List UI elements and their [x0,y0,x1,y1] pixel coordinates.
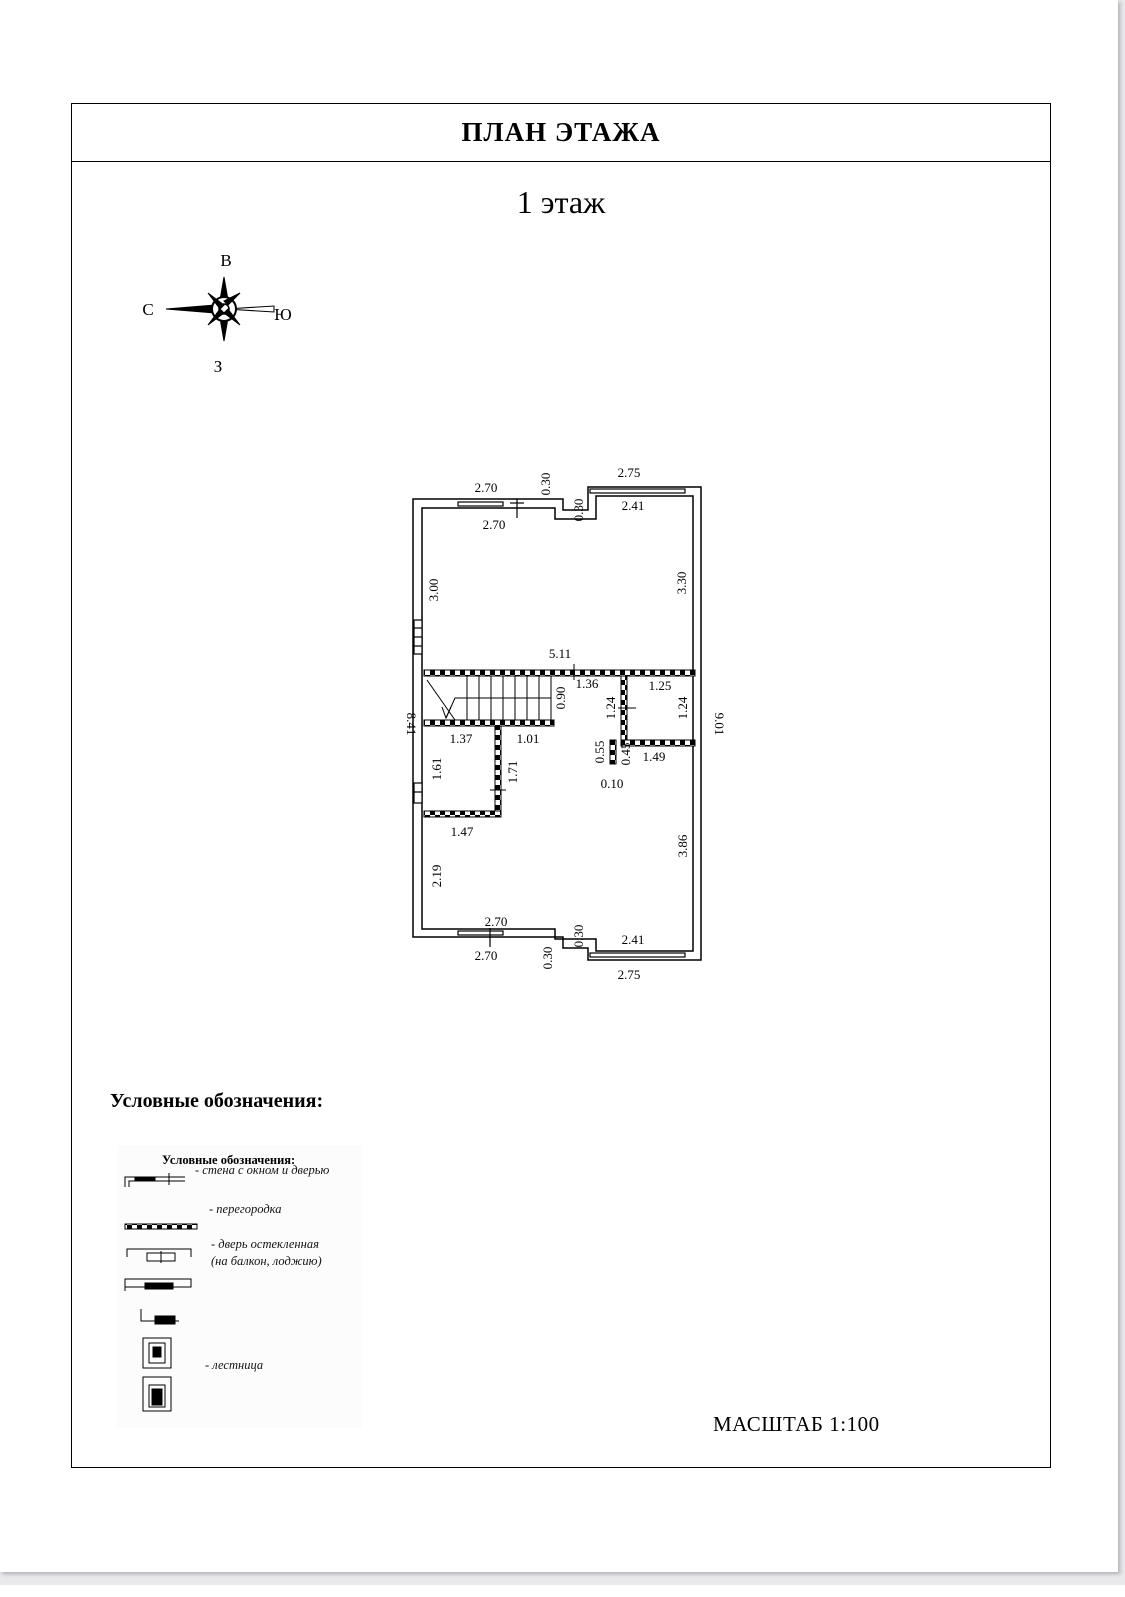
staircase-icon [427,676,551,720]
dim-overall-right: 9.01 [712,712,727,736]
scale-label: МАСШТАБ 1:100 [713,1412,880,1436]
legend-item-glazed-door: - дверь остекленная [211,1237,319,1251]
dim-left-upper: 3.00 [426,578,441,602]
dim-bottom-right-outer: 2.75 [617,967,641,982]
dim-left-lower: 2.19 [429,864,444,888]
dim-wc-height-1: 1.61 [429,757,444,781]
dim-right-upper: 3.30 [674,571,689,595]
dim-right-lower: 3.86 [675,834,690,858]
legend-symbols [117,1145,362,1428]
dim-top-left-inner: 2.70 [482,517,506,532]
dim-wc-width: 1.47 [450,824,474,839]
legend-item-glazed-door-note: (на балкон, лоджию) [211,1254,322,1268]
dim-stair-width-2: 1.01 [516,731,540,746]
bottom-strip [0,1585,1125,1597]
dim-bottom-left-outer: 2.70 [474,948,498,963]
legend-item-wall: - стена с окном и дверью [195,1163,330,1177]
dim-top-step-vert: 0.30 [538,472,553,496]
dim-niche-h2: 0.45 [618,742,633,766]
glazed-door-icon [125,1249,191,1291]
dim-top-step-inner: 0.30 [571,498,586,522]
wall-window-door-icon [125,1173,185,1187]
dim-niche-w: 0.10 [600,776,624,791]
floor-label: 1 этаж [516,184,606,220]
stair-icon [143,1338,171,1411]
legend-box-title: Условные обозначения: [162,1153,296,1167]
dim-top-right-outer: 2.75 [617,465,641,480]
dim-room-right-width: 1.49 [642,749,666,764]
dim-door-width: 1.36 [575,676,599,691]
dim-room-small-height-2: 1.24 [675,696,690,720]
legend-heading: Условные обозначения: [110,1090,324,1112]
page-title: ПЛАН ЭТАЖА [461,117,661,147]
legend-item-partition: - перегородка [209,1202,282,1216]
compass-west-label: С [142,300,154,319]
dim-wc-height-2: 1.71 [505,760,520,784]
partition-icon [125,1224,197,1229]
dim-stair-width-1: 1.37 [449,731,473,746]
dim-room-small-width: 1.25 [648,678,672,693]
dim-top-left-outer: 2.70 [474,480,498,495]
compass-south-label: З [213,357,223,376]
legend-item-stairs: - лестница [205,1358,264,1372]
dim-bottom-step-vert: 0.30 [540,946,555,970]
compass-east-label: Ю [274,305,292,324]
legend-box [117,1145,362,1428]
dim-partition-length: 5.11 [548,646,572,661]
dim-stair-depth: 0.90 [553,686,568,710]
dim-overall-left: 8.41 [404,712,419,736]
dim-bottom-step-inner: 0.30 [571,924,586,948]
compass-north-label: В [220,251,232,270]
dim-room-small-height: 1.24 [603,696,618,720]
dim-bottom-left-inner: 2.70 [484,914,508,929]
dim-niche-h1: 0.55 [592,740,607,764]
compass-rose-icon [166,277,274,341]
dim-top-right-inner: 2.41 [621,498,645,513]
glazed-door-2-icon [141,1309,179,1324]
dim-bottom-right-inner: 2.41 [621,932,645,947]
